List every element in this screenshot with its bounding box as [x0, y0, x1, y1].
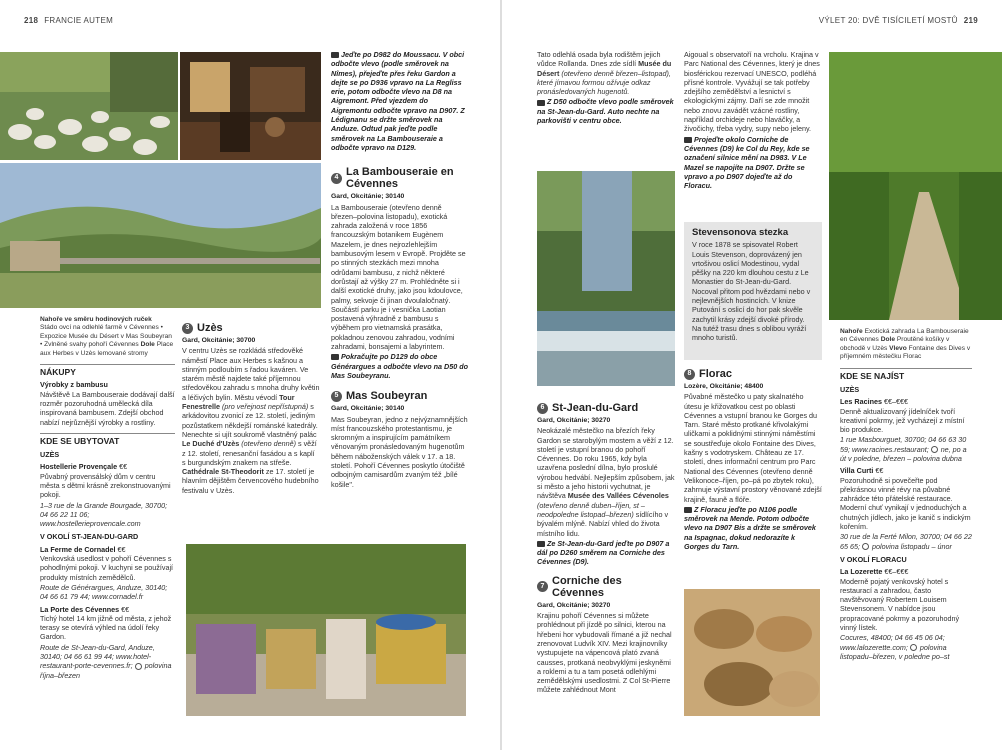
- car-icon: [537, 541, 545, 547]
- restaurant-1-address: 1 rue Masbourguet, 30700; 04 66 63 30 59; www.racines.restaurant;: [840, 435, 967, 454]
- st-jean-text-1: Neokázalé městečko na březích řeky Gardon se starobylým mostem a věží z 12. století je vstupní branou do pohoří Cévennes. Do roku 1965, kdy byla uzavřena poslední dílna, bylo proslulé výrobou hedvábí. Nejlepším způsobem, jak si město a jeho historii vychutnat, je návštěva: [537, 426, 675, 501]
- section-8-text: Půvabné městečko u paty skalnatého útesu je křižovatkou cest po oblasti Cévennes a vstupní branou ke Gorges du Tarn. Staré město protkané křivolakými uličkami a poklidnými stinnými náměstími se soustřeďuje okolo Fontaine des Dives, kašny s vodotryskem. Château ze 17. století, dnes informační centrum pro Parc National des Cévennes (otevřeno denně Velikonoce–říjen, po–pá po zbytek roku), zahrnuje výstavní prostory věnované zdejší krajině, fauně a flóře.: [684, 392, 822, 504]
- section-4-address: Gard, Okcitánie; 30140: [331, 193, 405, 201]
- nakupy-text: Návštěvě La Bambouseraie dodávají další rozměr pozoruhodná umělecká díla inspirovaná bambusem. Zdejší obchod nabízí nejrůznější výrobky a rostliny.: [40, 389, 175, 427]
- hotel-1-name: Hostellerie Provençale: [40, 462, 118, 472]
- closed-icon: [862, 543, 869, 550]
- uzes-text-1: V centru Uzès se rozkládá středověké náměstí Place aux Herbes s kašnou a stinným podloubím s řadou kaváren. Ve starém městě najdete také příjemnou středověkou zahradu s mnoha druhy květin a léčivých bylin. Městu vévodí: [182, 346, 320, 402]
- drive-directions-1: [331, 50, 469, 152]
- caption-head: Nahoře ve směru hodinových ruček: [40, 316, 152, 323]
- hotel-3-name-row: [40, 605, 175, 614]
- section-number-8: 8: [684, 369, 695, 380]
- section-ubytovat-title: KDE SE UBYTOVAT: [40, 433, 175, 446]
- najist-uzes-label: UZÈS: [840, 384, 860, 394]
- ubytovat-uzes-label: UZÈS: [40, 450, 60, 460]
- restaurant-1-text: Denně aktualizovaný jídelníček tvoří kreativní pokrmy, jež vycházejí z místní bio produkce.: [840, 406, 965, 435]
- car-icon: [684, 137, 692, 143]
- page-header-right: [819, 16, 978, 25]
- restaurant-1-name: Les Racines: [840, 397, 882, 407]
- restaurant-2-price: €€: [875, 466, 884, 476]
- section-8-title: Florac: [699, 368, 733, 380]
- page-header-left: [24, 16, 113, 25]
- column-bambouseraie: [331, 50, 469, 490]
- section-6-title: St-Jean-du-Gard: [552, 402, 639, 414]
- drive-directions-2: [331, 352, 469, 380]
- duche-note: (otevřeno denně): [241, 439, 296, 449]
- hotel-3-address-row: [40, 643, 175, 680]
- section-8-address: Lozère, Okcitánie; 48400: [684, 383, 764, 390]
- hotel-3-price: €€: [121, 604, 130, 614]
- section-6-heading: [537, 402, 675, 414]
- caption-text-2: Proutěné košíky v obchodě v Uzès: [840, 336, 950, 352]
- photo-place-aux-herbes: [186, 544, 466, 716]
- column-florac: [684, 366, 822, 552]
- section-4-title: La Bambouseraie en Cévennes: [346, 166, 454, 191]
- drive-6-text: Z Floracu jeďte po N106 podle směrovek na Mende. Potom odbočte vlevo na D907 Bis a držte se směrovek na Ispagnac, dokud nedorazíte k Gorges du Tarn.: [684, 504, 816, 552]
- restaurant-2-name: Villa Curti: [840, 466, 874, 476]
- column-desert-top: [537, 50, 675, 126]
- desert-text: [537, 50, 675, 96]
- stevenson-box-text: V roce 1878 se spisovatel Robert Louis Stevenson, doprovázený jen vrtošivou oslicí Modestinou, vydal pěšky na 220 km dlouhou cestu z Le Monastier do St-Jean-du-Gard. Nocoval přitom pod hvězdami nebo v nejlevnějších hostincích. V knize Putování s oslicí do hor pak skvěle zachytil krásy zdejší divoké přírody. Na tutéž trasu dnes s oblibou vyráží mnoho turistů.: [692, 240, 811, 343]
- hotel-2-name: La Ferme de Cornadel: [40, 544, 116, 554]
- restaurant-2-text: Pozoruhodně si povečeřte pod překrásnou vinné révy na půvabné zahrádce této přátelské restaurace. Moderní chuť vynikají v jednoduchých a chutných jídlech, jako je kanič s indickým kořením.: [840, 475, 971, 532]
- restaurant-1-price: €€–€€€: [883, 397, 908, 407]
- section-3-title: Uzès: [197, 322, 223, 334]
- tour-note: (pro veřejnost nepřístupná): [221, 402, 309, 412]
- hotel-1-text: Půvabný provensálský dům v centru města s dětmi krásně zrekonstruovanými pokoji.: [40, 471, 171, 500]
- restaurant-1-name-row: [840, 397, 972, 406]
- musee-du-desert: Musée du Désert: [537, 59, 672, 78]
- column-cevennes-park: [684, 50, 822, 191]
- restaurant-3-price: €€–€€€: [884, 567, 909, 577]
- closed-icon: [135, 663, 142, 670]
- hotel-2-address: Route de Générargues, Anduze, 30140; 04 66 61 79 44; www.cornadel.fr: [40, 582, 168, 602]
- restaurant-3-address: Cocures, 48400; 04 66 45 06 04; www.lalozerette.com;: [840, 633, 945, 652]
- restaurant-2-name-row: [840, 466, 972, 475]
- photo-musee-du-desert: [180, 52, 321, 160]
- musee-vallees: Musée des Vallées Cévenoles: [567, 491, 669, 501]
- closed-icon: [910, 644, 917, 651]
- section-8-heading: [684, 368, 822, 380]
- page-gutter: [500, 0, 502, 750]
- drive-directions-5: [684, 135, 822, 191]
- column-uzes: [182, 320, 320, 496]
- section-7-text: Krajinu pohoří Cévennes si můžete prohlédnout při jízdě po silnici, kterou na hřebeni hor vybudovali římané a již nechal zrenovovat Ludvík XIV. Mezi krajinovníky vystupujete na vápencová plató zvaná causses, protkaná neobvyklými jeskyněmi a roklemi a tu a tam posetá odlehlými zemědělskými usedlostmi. Z Col St-Pierre můžete zahlédnout Mont: [537, 611, 672, 695]
- photo-wicker-baskets: [684, 589, 820, 716]
- right-sidebar: [840, 328, 972, 662]
- najist-florac-label: V OKOLÍ FLORACU: [840, 554, 907, 564]
- caption-text-1: Exotická zahrada La Bambouseraie en Cévennes: [840, 328, 969, 344]
- stevenson-box-title: Stevensonova stezka: [692, 227, 789, 238]
- restaurant-2-closed: polovina listopadu – únor: [871, 541, 952, 551]
- st-jean-text-2: sídlícího v bývalém mlýně. Nabízí vhled do života místního lidu.: [537, 509, 669, 538]
- photo-cevennes-hills: [0, 163, 321, 308]
- car-icon: [331, 52, 339, 58]
- caption-right-page: [840, 328, 972, 362]
- hotel-1-address: 1–3 rue de la Grande Bourgade, 30700; 04 66 22 11 06; www.hostellerieprovencale.com: [40, 500, 168, 529]
- hotel-2-text: Venkovská usedlost v pohoří Cévennes s pohodlnými pokoji. V kuchyni se používají produkty místních zemědělců.: [40, 554, 174, 582]
- hotel-3-name: La Porte des Cévennes: [40, 604, 120, 614]
- uzes-text-3: s věží z 12. století, renesanční fasádou a s kaplí s burgundským znakem na střeše.: [182, 439, 317, 467]
- drive-3-text: Z D50 odbočte vlevo podle směrovek na St-Jean-du-Gard. Auto nechte na parkovišti v centru obce.: [537, 97, 674, 126]
- restaurant-3-text: Moderně pojatý venkovský hotel s restaurací a zahradou, často navštěvovaný Robertem Louisem Stevensonem. V nabídce jsou propracované pokrmy a pozoruhodný vinný lístek.: [840, 576, 960, 633]
- drive-2-text: Pokračujte po D129 do obce Générargues a odbočte vlevo na D50 do Mas Soubeyranu.: [331, 352, 469, 380]
- car-icon: [684, 507, 692, 513]
- hotel-2-name-row: [40, 545, 175, 554]
- section-number-5: 5: [331, 391, 342, 402]
- left-sidebar: [40, 316, 175, 681]
- section-number-3: 3: [182, 323, 193, 334]
- desert-text-2: (otevřeno denně březen–listopad), které jímavou formou ožívuje odkaz pronásledovaných hugenotů.: [537, 68, 671, 97]
- section-6-text: [537, 426, 675, 538]
- section-3-address: Gard, Okcitánie; 30700: [182, 337, 256, 344]
- cathedrale: Cathédrale St-Theodorit: [182, 467, 264, 477]
- page-number-left: 218: [24, 16, 39, 25]
- hotel-3-text: Tichý hotel 14 km jižně od města, z jehož terasy se otevírá výhled na údolí řeky Gardon.: [40, 613, 172, 642]
- drive-5-text: Projeďte okolo Corniche de Cévennes (D9) ke Col du Rey, kde se označení silnice mění na D983. V Le Mazel se napojíte na D907. Držte se vpravo a po D907 dojeďte až do Floracu.: [684, 134, 810, 191]
- restaurant-1-closed: ne, po a út v poledne, březen – polovina dubna: [840, 444, 967, 463]
- nakupy-subtitle: Výrobky z bambusu: [40, 380, 108, 390]
- caption-left-page: [40, 316, 175, 358]
- hotel-3-closed: polovina října–březen: [40, 661, 172, 680]
- photo-st-jean-river: [537, 171, 675, 386]
- drive-directions-4: [537, 539, 675, 567]
- drive-directions-6: [684, 505, 822, 551]
- park-text: Aigoual s observatoří na vrcholu. Krajina v Parc National des Cévennes, který je dnes biosférickou rezervací UNESCO, podléhá přísné kontrole. Vyvážují se tak potřeby zdejšího zemědělství a lesnictví s ekologickými zájmy. Daří se zde množit nebo znovu zavádět vzácné rostliny, například orchideje nebo hlaváčky, a živočichy, třeba vydry, supy nebo jeleny.: [684, 50, 820, 134]
- restaurant-3-name-row: [840, 567, 972, 576]
- photo-bambouseraie-path: [829, 52, 1002, 320]
- column-st-jean: [537, 400, 675, 696]
- hotel-1-price: €€: [119, 462, 128, 472]
- tour-fenestrelle: Tour Fenestrelle: [182, 392, 295, 412]
- section-najist-title: KDE SE NAJÍST: [840, 368, 972, 381]
- stevenson-box: [684, 222, 822, 360]
- section-7-address: Gard, Okcitánie; 30270: [537, 601, 611, 609]
- drive-1-text: Jeďte po D982 do Moussacu. V obci odbočte vlevo (podle směrovek na Nîmes), přejeďte přes řeku Gardon a dejte se po D936 vpravo na La Regliss erie, potom odbočte vlevo na D8 na Aigremont. Před vjezdem do Aigremontu odbočte vpravo na D907. Z Lédignanu se držte směrovek na Anduze. Odtud pak jeďte podle směrovek na La Bambouseraie a odbočte vpravo na D129.: [331, 50, 465, 152]
- book-title: FRANCIE AUTEM: [44, 16, 114, 25]
- restaurant-3-name: La Lozerette: [840, 567, 883, 577]
- section-5-heading: [331, 390, 469, 402]
- caption-text-3: Fontaine des Dives v příjemném městečku Florac: [840, 344, 971, 361]
- car-icon: [331, 354, 339, 360]
- section-4-text: La Bambouseraie (otevřeno denně březen–polovina listopadu), exotická zahrada založená v roce 1856 francouzským botanikem Eugènem Mazelem, je dnes nejrozlehlejším bambusovým lesem v Evropě. Projděte se po stinných stezkách mezi mnoha odrůdami bambusu, z nichž některé dorůstají až výšky 27 m. Prohlédněte si i další exotické druhy, jako jsou kdoulovce, palmy, sekvoje či jinan dvoulaločnatý. Součástí parku je i vesnička Laotian postavená výhradně z bambusu s výběhem pro vietnamská prasátka, pokladnou zenovou zahradou, vodními zahradami, bonsajemi a labyrintem.: [331, 202, 466, 352]
- uzes-text-2: s arkádovitou zvonicí ze 12. století, jediným pozůstatkem někdejší románské katedrály. Nenechte si ujít soukromě vlastněný palác: [182, 402, 318, 439]
- restaurant-3-address-row: [840, 633, 972, 661]
- caption-dole-label: Dole: [140, 341, 155, 349]
- section-nakupy-title: NÁKUPY: [40, 364, 175, 377]
- restaurant-2-address: 30 rue de la Ferté Milon, 30700; 04 66 22 65 65;: [840, 532, 972, 551]
- le-duche: Le Duché d'Uzès: [182, 439, 240, 449]
- car-icon: [537, 100, 545, 106]
- closed-icon: [931, 446, 938, 453]
- musee-vallees-note: (otevřeno denně duben–říjen, st – neodpoledne listopad–březen): [537, 500, 645, 519]
- caption-body: Stádo ovcí na odlehlé farmě v Cévennes • Expozice Musée du Désert v Mas Soubeyran • Zvlněné svahy pohoří Cévennes: [40, 324, 172, 349]
- chapter-title: VÝLET 20: DVĚ TISÍCILETÍ MOSTŮ: [818, 16, 958, 25]
- hotel-3-address: Route de St-Jean-du-Gard, Anduze, 30140; 04 66 61 99 44; www.hotel-restaurant-porte-cevennes.fr;: [40, 642, 155, 671]
- uzes-text-4: ze 17. století je hlavním dějištěm červencového hudebního festivalu v Uzès.: [182, 467, 319, 495]
- caption-vlevo: Vlevo: [889, 344, 907, 352]
- photo-sheep-farm: [0, 52, 178, 160]
- section-7-title: Corniche des Cévennes: [552, 574, 622, 599]
- desert-text-1: Tato odlehlá osada byla rodištěm jejich vůdce Rollanda. Dnes zde sídlí: [537, 50, 661, 69]
- restaurant-3-closed: polovina listopadu–březen, v poledne po–st: [840, 642, 950, 661]
- section-number-4: 4: [331, 173, 342, 184]
- section-5-text: Mas Soubeyran, jedno z nejvýznamnějších míst francouzského protestantismu, je skromným a inspirujícím památníkem věnovaným pronásledovaným hugenotům během náboženských válek v 17. a 18. století. Pohoří Cévennes poskytlo útočiště odbojným camisardům zvaným též „bílé košile".: [331, 414, 468, 489]
- section-number-7: 7: [537, 581, 548, 592]
- hotel-2-price: €€: [117, 544, 126, 554]
- section-5-title: Mas Soubeyran: [346, 390, 428, 403]
- restaurant-2-address-row: [840, 532, 972, 551]
- section-6-address: Gard, Okcitánie; 30270: [537, 417, 611, 424]
- section-3-heading: [182, 322, 320, 334]
- section-number-6: 6: [537, 403, 548, 414]
- caption-nahore: Nahoře: [840, 328, 863, 335]
- caption-dole: Dole: [880, 336, 895, 344]
- hotel-1-name-row: [40, 462, 175, 471]
- drive-directions-3: [537, 97, 675, 125]
- section-4-heading: [331, 166, 469, 190]
- restaurant-1-address-row: [840, 435, 972, 463]
- section-7-heading: [537, 575, 675, 599]
- drive-4-text: Ze St-Jean-du-Gard jeďte po D907 a dál po D260 směrem na Corniche des Cévennes (D9).: [537, 538, 670, 567]
- section-5-address: Gard, Okcitánie; 30140: [331, 405, 405, 413]
- caption-dole-text: Place aux Herbes v Uzès lemované stromy: [40, 341, 174, 357]
- ubytovat-okoli-label: V OKOLÍ ST-JEAN-DU-GARD: [40, 532, 139, 542]
- page-number-right: 219: [963, 16, 978, 25]
- section-3-text: [182, 346, 320, 495]
